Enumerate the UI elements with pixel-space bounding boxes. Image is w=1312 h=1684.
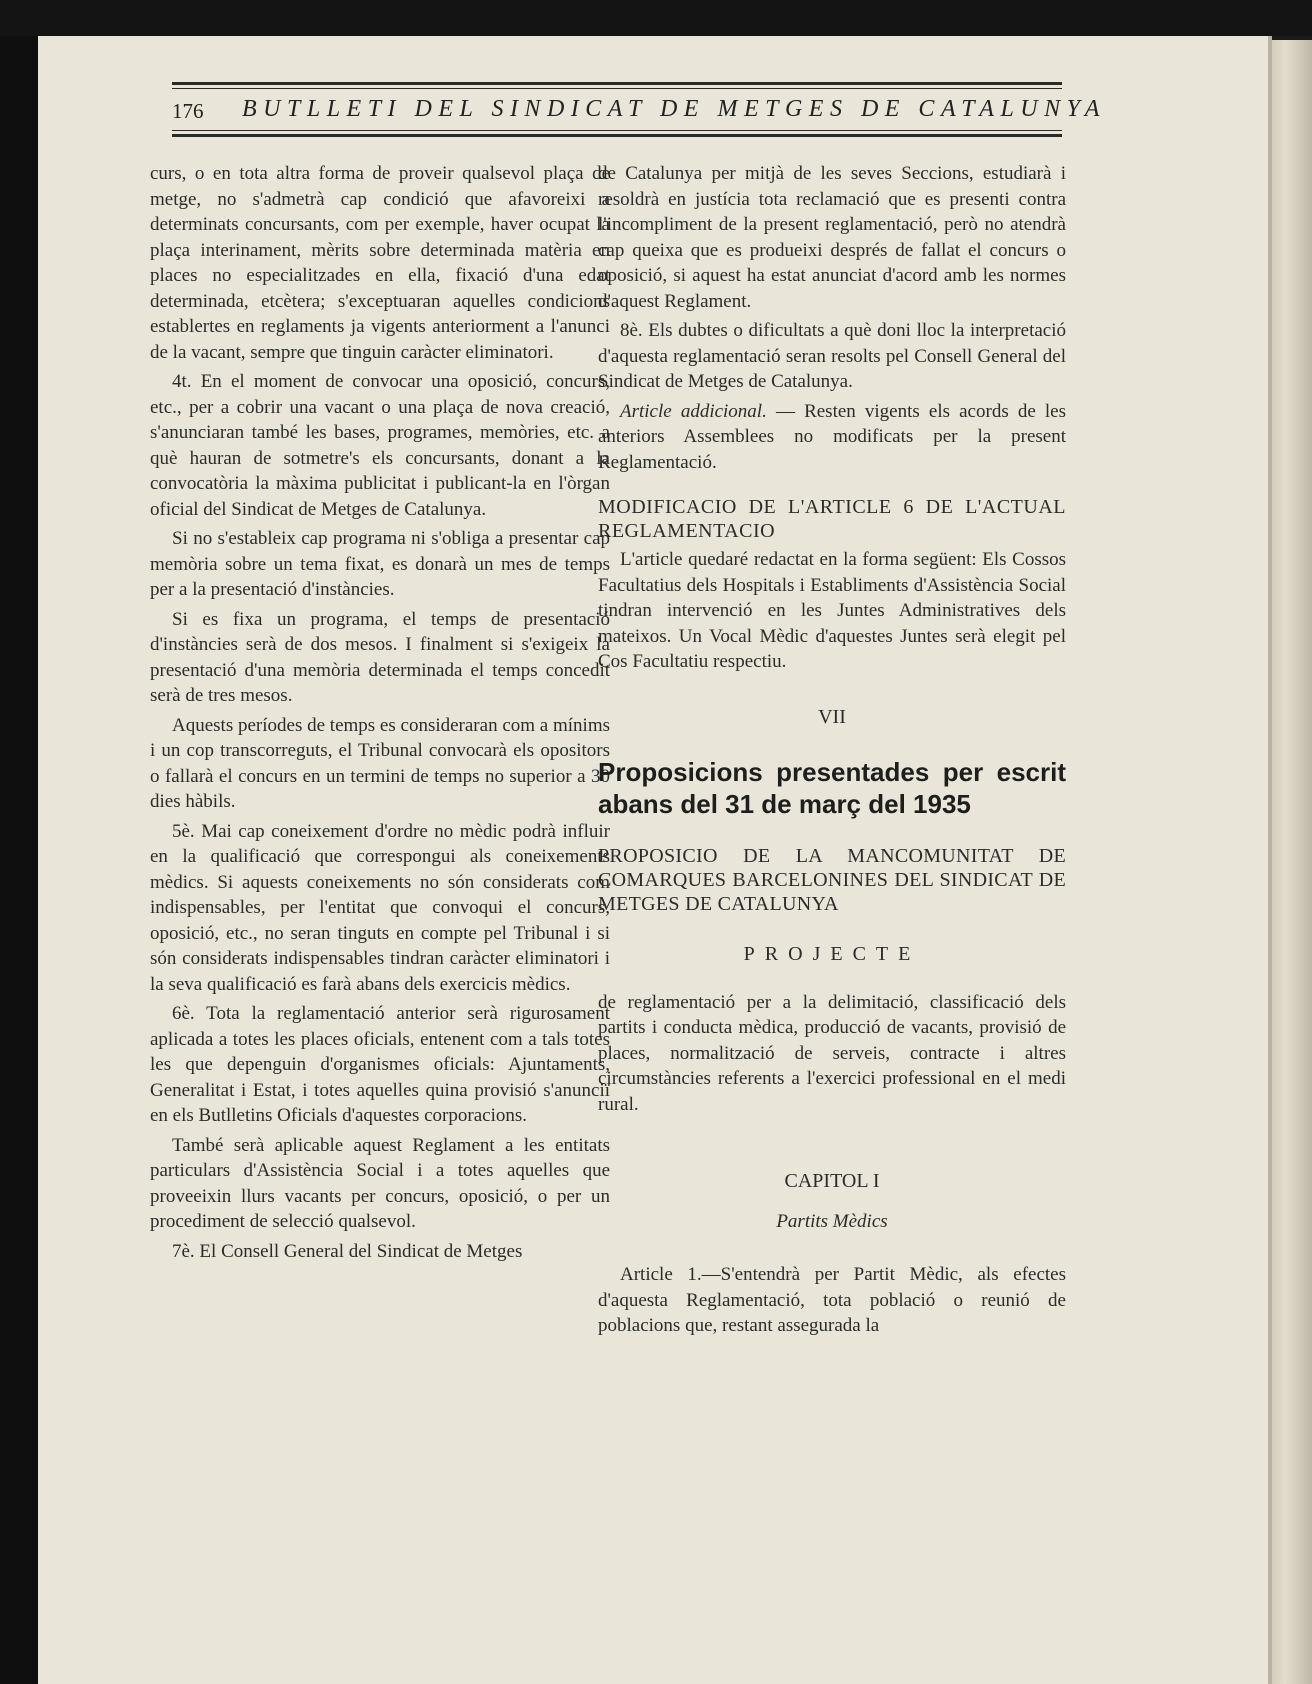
right-column — [598, 161, 1066, 1339]
paragraph: curs, o en tota altra forma de proveir qualsevol plaça de metge, no s'admetrà cap condició que afavoreixi a determinats concursants, com per exemple, haver ocupat la plaça interinament, mèrits sobre determinada matèria en places no especialitzades en ella, fixació d'una edat determinada, etcètera; s'exceptuaran aquelles condicions establertes en reglaments ja vigents anteriorment a l'anunci de la vacant, sempre que tinguin caràcter eliminatori. — [150, 163, 610, 363]
paragraph: Si no s'estableix cap programa ni s'obliga a presentar cap memòria sobre un tema fixat, es donarà un mes de temps per a la presentació d'instàncies. — [150, 528, 610, 600]
section-number: VII — [818, 705, 846, 728]
next-page-edge — [1268, 40, 1312, 1684]
paragraph: de Catalunya per mitjà de les seves Seccions, estudiarà i resoldrà en justícia tota reclamació que es presenti contra l'incompliment de la present reglamentació, però no atendrà cap queixa que es produeixi després de fallat el concurs o oposició, si aquest ha estat anunciat d'acord amb les normes d'aquest Reglament. — [598, 163, 1066, 312]
header-rule — [172, 134, 1062, 137]
paragraph: 4t. En el moment de convocar una oposició, concurs, etc., per a cobrir una vacant o una plaça de nova creació, s'anunciaran també les bases, programes, memòries, etc. a què hauran de sotmetre's els concursants, donant a la convocatòria la màxima publicitat i publicant-la en l'òrgan oficial del Sindicat de Metges de Catalunya. — [150, 371, 610, 520]
header-rule — [172, 82, 1062, 85]
page-fold-shadow — [1268, 36, 1272, 1684]
chapter-subtitle: Partits Mèdics — [776, 1210, 888, 1232]
running-header — [172, 82, 1106, 142]
projecte-heading: PROJECTE — [743, 943, 921, 965]
paragraph: 5è. Mai cap coneixement d'ordre no mèdic podrà influir en la qualificació que correspongui als coneixements mèdics. Si aquests coneixements no són considerats com indispensables, per l'entitat que convoqui el concurs, oposició, etc., no seran tinguts en compte pel Tribunal i si són considerats indispensables tindran caràcter eliminatori i la seva qualificació es farà abans dels exercicis mèdics. — [150, 820, 610, 995]
paragraph: Aquests períodes de temps es consideraran com a mínims i un cop transcorreguts, el Tribunal convocarà els opositors o fallarà el concurs en un termini de temps no superior a 30 dies hàbils. — [150, 714, 610, 812]
paragraph: També serà aplicable aquest Reglament a les entitats particulars d'Assistència Social i a totes aquelles que proveeixin llurs vacants per concurs, oposició, o per un procediment de selecció qualsevol. — [150, 1134, 610, 1232]
header-rule — [172, 88, 1062, 89]
paragraph-article-addicional — [598, 399, 1066, 476]
page-number: 176 — [172, 99, 204, 123]
scan-border-left — [0, 0, 38, 1684]
chapter-heading: CAPITOL I — [784, 1170, 880, 1192]
paragraph: de reglamentació per a la delimitació, classificació dels partits i conducta mèdica, producció de vacants, provisió de places, normalització de serveis, contracte i altres circumstàncies referents a l'exercici professional en el medi rural. — [598, 991, 1066, 1115]
paragraph: 8è. Els dubtes o dificultats a què doni lloc la interpretació d'aquesta reglamentació seran resolts pel Consell General del Sindicat de Metges de Catalunya. — [598, 320, 1066, 392]
article-label: Article addicional. — [620, 400, 767, 422]
left-column — [150, 161, 610, 1264]
paragraph: Article 1.—S'entendrà per Partit Mèdic, als efectes d'aquesta Reglamentació, tota població o reunió de poblacions que, restant assegurada la — [598, 1264, 1066, 1336]
paragraph: L'article quedaré redactat en la forma següent: Els Cossos Facultatius dels Hospitals i Establiments d'Assistència Social tindran intervenció en les Juntes Administratives dels mateixos. Un Vocal Mèdic d'aquestes Juntes serà elegit pel Cos Facultatiu respectiu. — [598, 549, 1066, 672]
scan-border-top — [0, 0, 1312, 36]
section-heading: MODIFICACIO DE L'ARTICLE 6 DE L'ACTUAL REGLAMENTACIO — [598, 496, 1066, 542]
header-rule — [172, 130, 1062, 131]
section-title: Proposicions presentades per escrit abans del 31 de març del 1935 — [598, 757, 1066, 819]
paragraph: Si es fixa un programa, el temps de presentació d'instàncies serà de dos mesos. I finalment si s'exigeix la presentació d'una memòria determinada el temps concedit serà de tres mesos. — [150, 608, 610, 706]
running-title: BUTLLETI DEL SINDICAT DE METGES DE CATALUNYA — [242, 96, 1106, 122]
proposicio-heading: PROPOSICIO DE LA MANCOMUNITAT DE COMARQUES BARCELONINES DEL SINDICAT DE METGES DE CATALUNYA — [598, 845, 1066, 915]
paragraph: 6è. Tota la reglamentació anterior serà rigurosament aplicada a totes les places oficials, entenent com a tals totes les que depenguin d'organismes oficials: Ajuntaments, Generalitat i Estat, i totes aquelles quina provisió s'anunciï en els Butlletins Oficials d'aquestes corporacions. — [150, 1003, 610, 1126]
paragraph: 7è. El Consell General del Sindicat de Metges — [172, 1240, 523, 1262]
article-text: — Resten vigents els acords de les anteriors Assemblees no modificats per la present Reglamentació. — [598, 400, 1066, 473]
